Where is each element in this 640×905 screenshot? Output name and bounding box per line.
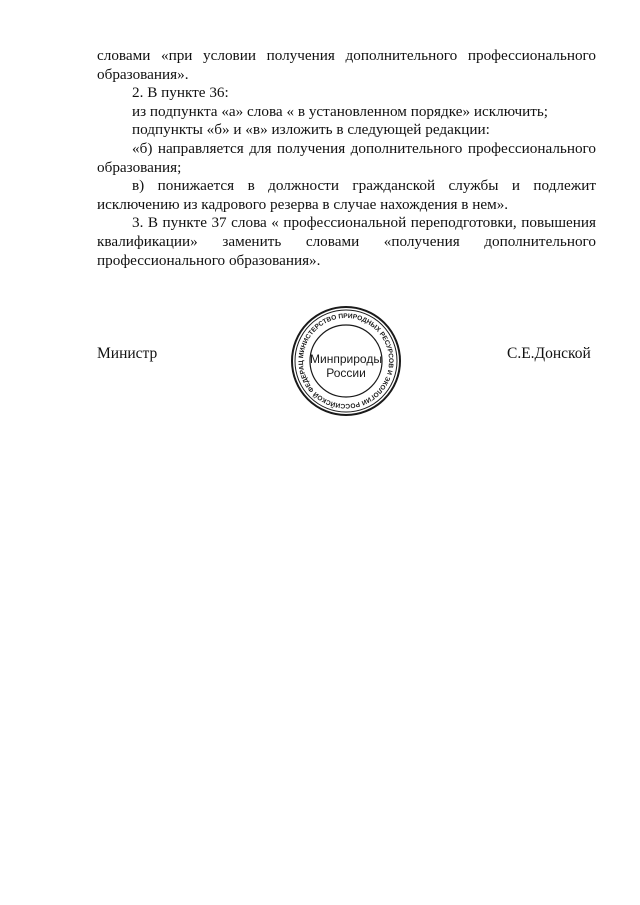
paragraph-item-3: 3. В пункте 37 слова « профессиональной переподготовки, повышения квалификации» заменить словами «получения дополнительного профессионального образования».	[97, 214, 596, 269]
paragraph-subitems-b-v: подпункты «б» и «в» изложить в следующей редакции:	[132, 121, 490, 139]
paragraph-continuation: словами «при условии получения дополнительного профессионального образования».	[97, 47, 596, 83]
svg-text:Минприроды: Минприроды	[310, 352, 382, 366]
paragraph-subitem-v-text: в) понижается в должности гражданской службы и подлежит исключению из кадрового резерва в случае нахождения в нем».	[97, 177, 596, 213]
document-body	[97, 47, 596, 270]
paragraph-subitem-b-text: «б) направляется для получения дополнительного профессионального образования;	[97, 139, 596, 176]
paragraph-item-2: 2. В пункте 36:	[132, 84, 229, 102]
signature-position: Министр	[97, 345, 158, 362]
paragraph-subitem-a: из подпункта «а» слова « в установленном порядке» исключить;	[132, 102, 549, 120]
official-seal	[290, 305, 402, 417]
signatory-name: С.Е.Донской	[507, 345, 591, 362]
svg-text:России: России	[326, 366, 366, 380]
svg-text:МИНИСТЕРСТВО ПРИРОДНЫХ РЕСУРСО: МИНИСТЕРСТВО ПРИРОДНЫХ РЕСУРСОВ И ЭКОЛОГИИ РОССИЙСКОЙ ФЕДЕРАЦ	[297, 312, 395, 410]
